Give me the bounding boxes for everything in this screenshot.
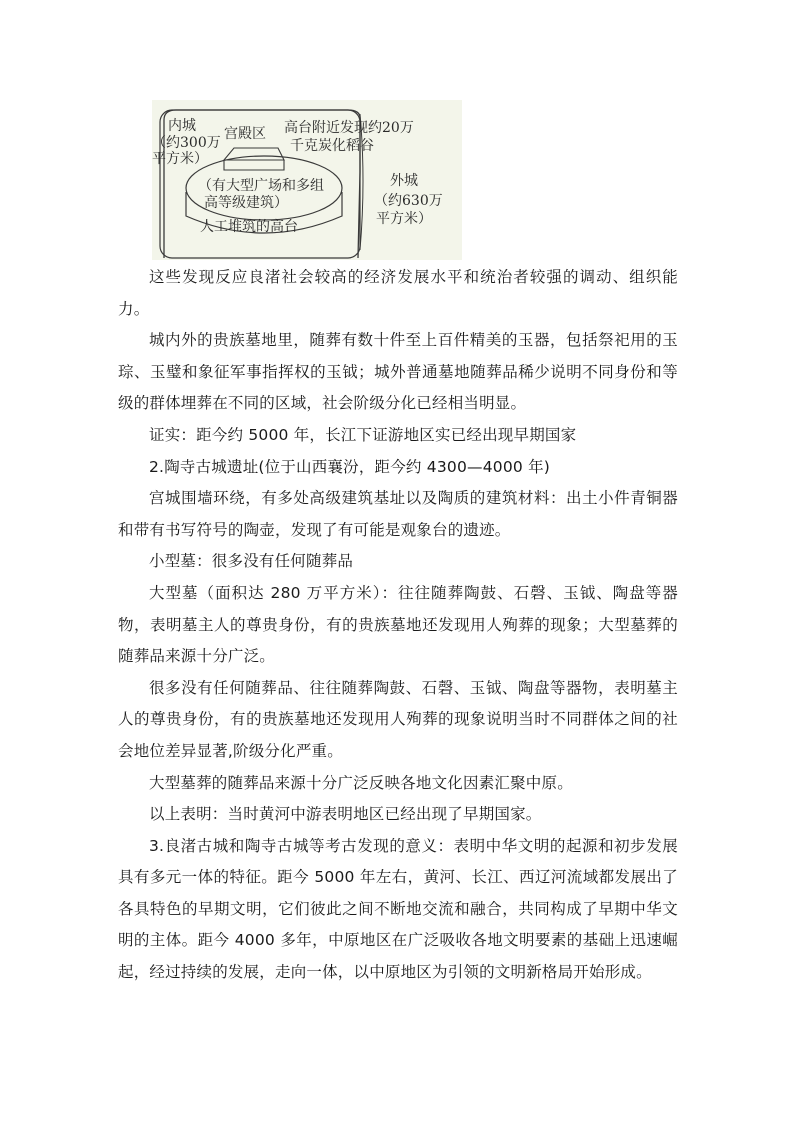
heading-taosi-site: 2.陶寺古城遗址(位于山西襄汾，距今约 4300—4000 年) (149, 457, 551, 476)
inner-city-label: 内城 (168, 118, 196, 134)
platform-label: 人工堆筑的高台 (200, 219, 298, 235)
paragraph-palace-walls: 宫城围墙环绕，有多处高级建筑基址以及陶质的建筑材料：出土小件青铜器和带有书写符号的陶壶，发现了有可能是观象台的遗迹。 (118, 489, 678, 539)
paragraph-early-state-evidence: 证实：距今约 5000 年，长江下证游地区实已经出现早期国家 (149, 425, 577, 444)
paragraph-development-level: 这些发现反应良渚社会较高的经济发展水平和统治者较强的调动、组织能力。 (118, 268, 678, 318)
paragraph-burial-goods-sources: 大型墓葬的随葬品来源十分广泛反映各地文化因素汇聚中原。 (149, 773, 573, 792)
paragraph-small-tombs: 小型墓：很多没有任何随葬品 (149, 552, 354, 571)
rice-finding-line1: 高台附近发现约20万 (284, 120, 414, 136)
inner-city-area-line2: 平方米） (152, 151, 208, 167)
document-body (118, 262, 678, 989)
rice-finding-line2: 千克炭化稻谷 (290, 138, 374, 154)
outer-city-area-line1: （约630万 (374, 193, 443, 209)
outer-city-area-line2: 平方米） (376, 211, 432, 227)
inner-city-area-line1: （约300万 (152, 135, 221, 151)
paragraph-social-status: 很多没有任何随葬品、往往随葬陶鼓、石磬、玉钺、陶盘等器物，表明墓主人的尊贵身份，有的贵族墓地还发现用人殉葬的现象说明当时不同群体之间的社会地位差异显著,阶级分化严重。 (118, 678, 678, 760)
paragraph-large-tombs: 大型墓（面积达 280 万平方米）：往往随葬陶鼓、石磬、玉钺、陶盘等器物，表明墓主人的尊贵身份，有的贵族墓地还发现用人殉葬的现象；大型墓葬的随葬品来源十分广泛。 (118, 583, 678, 666)
outer-city-label: 外城 (390, 173, 418, 189)
liangzhu-city-diagram (152, 100, 462, 260)
paragraph-yellow-river-conclusion: 以上表明：当时黄河中游表明地区已经出现了早期国家。 (149, 805, 542, 824)
paragraph-significance: 3.良渚古城和陶寺古城等考古发现的意义：表明中华文明的起源和初步发展具有多元一体的特征。距今 5000 年左右，黄河、长江、西辽河流域都发展出了各具特色的早期文明，它们彼此之间不断地交流和融合，共同构成了早期中华文明的主体。距今 4000 多年，中原地区在广泛吸收各地文明要素的基础上迅速崛起，经过持续的发展，走向一体，以中原地区为引领的文明新格局开始形成。 (118, 836, 678, 982)
plaza-line2: 高等级建筑） (204, 195, 288, 211)
plaza-line1: （有大型广场和多组 (198, 178, 324, 194)
palace-area-label: 宫殿区 (224, 126, 266, 142)
paragraph-noble-tombs: 城内外的贵族墓地里，随葬有数十件至上百件精美的玉器，包括祭祀用的玉琮、玉璧和象征军事指挥权的玉钺；城外普通墓地随葬品稀少说明不同身份和等级的群体埋葬在不同的区域，社会阶级分化已经相当明显。 (118, 331, 678, 413)
